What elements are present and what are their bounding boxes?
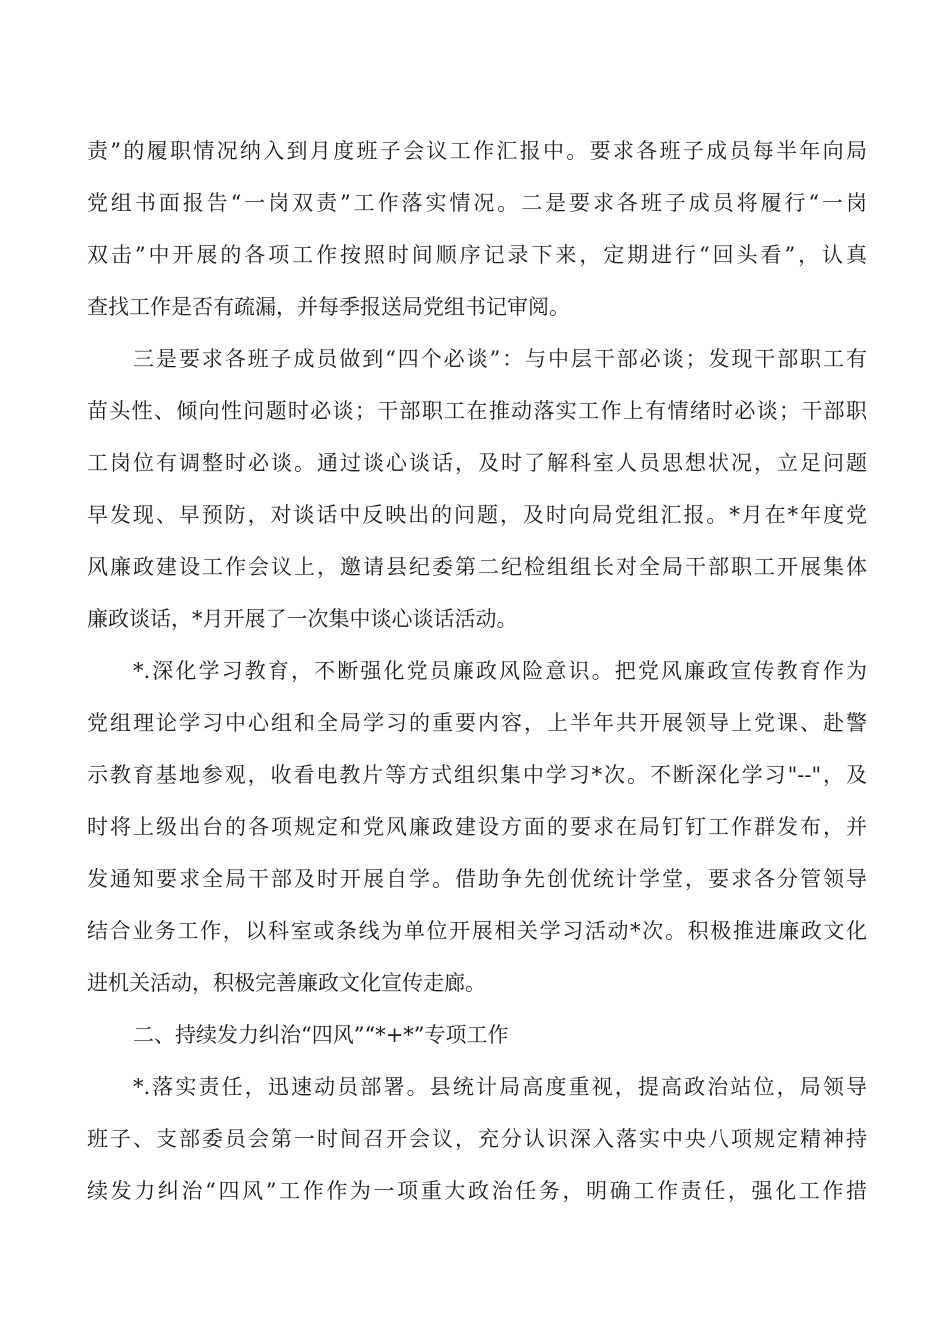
text-line: 结合业务工作，以科室或条线为单位开展相关学习活动*次。积极推进廉政文化 [87, 919, 867, 943]
text-line: *.深化学习教育，不断强化党员廉政风险意识。把党风廉政宣传教育作为 [133, 659, 867, 683]
text-line: 工岗位有调整时必谈。通过谈心谈话，及时了解科室人员思想状况，立足问题 [87, 451, 867, 475]
text-line: *.落实责任，迅速动员部署。县统计局高度重视，提高政治站位，局领导 [133, 1075, 867, 1099]
text-line: 廉政谈话，*月开展了一次集中谈心谈话活动。 [87, 607, 518, 631]
text-line: 风廉政建设工作会议上，邀请县纪委第二纪检组组长对全局干部职工开展集体 [87, 555, 867, 579]
text-line: 续发力纠治“四风”工作作为一项重大政治任务，明确工作责任，强化工作措 [87, 1179, 867, 1203]
text-line: 进机关活动，积极完善廉政文化宣传走廊。 [87, 971, 486, 995]
text-line: 双击”中开展的各项工作按照时间顺序记录下来，定期进行“回头看”，认真 [87, 243, 867, 267]
text-line: 责”的履职情况纳入到月度班子会议工作汇报中。要求各班子成员每半年向局 [87, 139, 867, 163]
text-line: 班子、支部委员会第一时间召开会议，充分认识深入落实中央八项规定精神持 [87, 1127, 867, 1151]
text-line: 发通知要求全局干部及时开展自学。借助争先创优统计学堂，要求各分管领导 [87, 867, 867, 891]
text-line: 示教育基地参观，收看电教片等方式组织集中学习*次。不断深化学习"--"，及 [87, 763, 867, 787]
text-line: 党组书面报告“一岗双责”工作落实情况。二是要求各班子成员将履行“一岗 [87, 191, 867, 215]
text-line: 早发现、早预防，对谈话中反映出的问题，及时向局党组汇报。*月在*年度党 [87, 503, 867, 527]
text-line: 三是要求各班子成员做到“四个必谈”：与中层干部必谈；发现干部职工有 [133, 347, 867, 371]
section-heading: 二、持续发力纠治“四风”“*+*”专项工作 [133, 1023, 509, 1047]
text-line: 党组理论学习中心组和全局学习的重要内容，上半年共开展领导上党课、赴警 [87, 711, 867, 735]
text-line: 查找工作是否有疏漏，并每季报送局党组书记审阅。 [87, 295, 570, 319]
text-line: 时将上级出台的各项规定和党风廉政建设方面的要求在局钉钉工作群发布，并 [87, 815, 867, 839]
text-line: 苗头性、倾向性问题时必谈；干部职工在推动落实工作上有情绪时必谈；干部职 [87, 399, 867, 423]
